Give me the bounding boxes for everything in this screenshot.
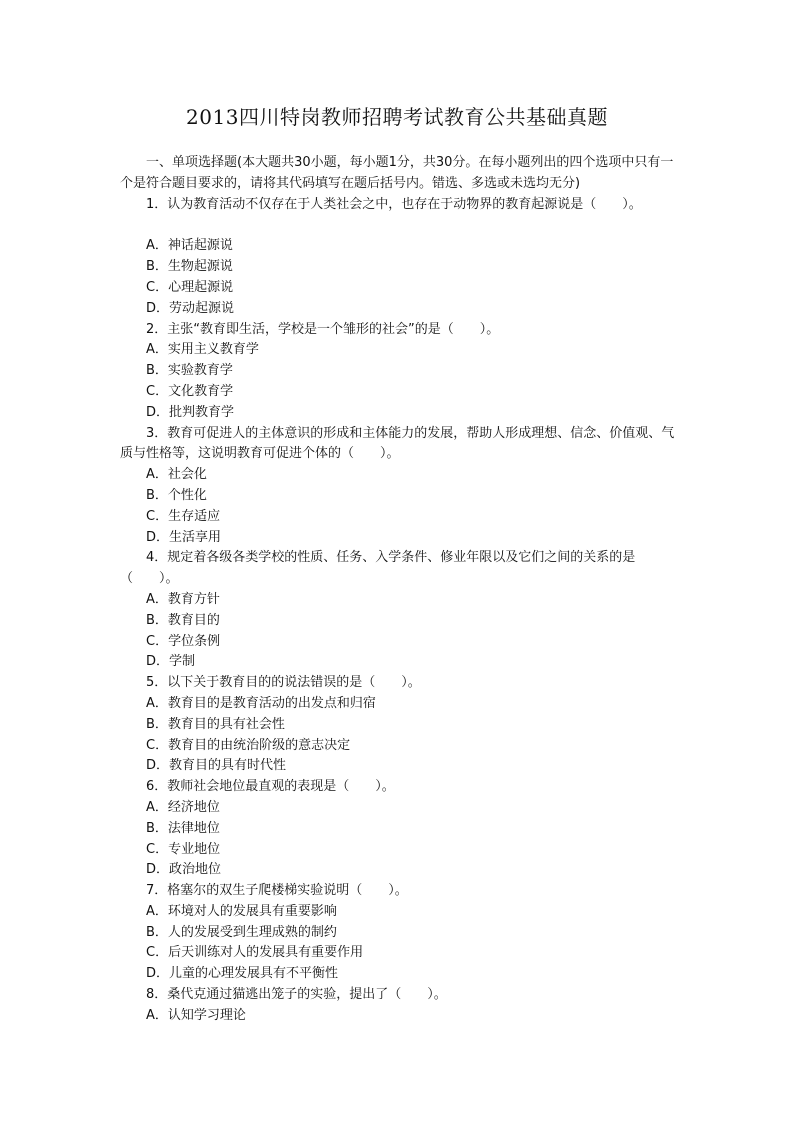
- option-b: B．人的发展受到生理成熟的制约: [146, 924, 337, 940]
- option-b: B．个性化: [146, 487, 207, 503]
- question-stem: 2．主张“教育即生活，学校是一个雏形的社会”的是（ ）。: [146, 321, 500, 337]
- option-a: A．神话起源说: [146, 238, 233, 254]
- option-b: B．教育目的: [146, 612, 220, 628]
- question-stem: 1．认为教育活动不仅存在于人类社会之中，也存在于动物界的教育起源说是（ ）。: [146, 196, 642, 212]
- option-c: C．后天训练对人的发展具有重要作用: [146, 945, 364, 961]
- question-6: [120, 777, 680, 881]
- option-c: C．教育目的由统治阶级的意志决定: [146, 737, 351, 753]
- option-c: C．生存适应: [146, 508, 221, 524]
- option-b: B．教育目的具有社会性: [146, 716, 285, 732]
- option-c: C．学位条例: [146, 633, 221, 649]
- question-5: [120, 673, 680, 777]
- option-d: D．劳动起源说: [146, 300, 235, 316]
- option-a: A．社会化: [146, 467, 207, 483]
- option-d: D．儿童的心理发展具有不平衡性: [146, 966, 339, 982]
- question-stem: 8．桑代克通过猫逃出笼子的实验，提出了（ ）。: [146, 987, 447, 1003]
- option-b: B．实验教育学: [146, 363, 233, 379]
- question-1: [120, 195, 680, 320]
- option-c: C．文化教育学: [146, 383, 234, 399]
- question-stem: 4．规定着各级各类学校的性质、任务、入学条件、修业年限以及它们之间的关系的是（ ）。: [120, 550, 636, 587]
- option-d: D．批判教育学: [146, 404, 235, 420]
- option-d: D．教育目的具有时代性: [146, 758, 287, 774]
- section-intro: 一、单项选择题(本大题共30小题，每小题1分，共30分。在每小题列出的四个选项中只有一个是符合题目要求的，请将其代码填写在题后括号内。错选、多选或未选均无分): [120, 155, 674, 191]
- option-a: A．环境对人的发展具有重要影响: [146, 903, 337, 919]
- option-c: C．心理起源说: [146, 279, 234, 295]
- question-4: [120, 548, 680, 673]
- option-d: D．生活享用: [146, 529, 222, 545]
- option-d: D．政治地位: [146, 862, 222, 878]
- option-a: A．教育方针: [146, 591, 220, 607]
- question-stem: 7．格塞尔的双生子爬楼梯实验说明（ ）。: [146, 883, 408, 899]
- option-a: A．经济地位: [146, 799, 220, 815]
- document-title: 2013四川特岗教师招聘考试教育公共基础真题: [186, 105, 608, 129]
- question-8: [120, 985, 680, 1027]
- option-b: B．法律地位: [146, 820, 220, 836]
- option-a: A．教育目的是教育活动的出发点和归宿: [146, 695, 376, 711]
- option-c: C．专业地位: [146, 841, 221, 857]
- option-a: A．实用主义教育学: [146, 342, 259, 358]
- option-d: D．学制: [146, 654, 196, 670]
- question-2: [120, 320, 680, 424]
- question-3: [120, 424, 680, 549]
- question-stem: 6．教师社会地位最直观的表现是（ ）。: [146, 779, 395, 795]
- option-a: A．认知学习理论: [146, 1007, 246, 1023]
- option-b: B．生物起源说: [146, 259, 233, 275]
- question-stem: 3．教育可促进人的主体意识的形成和主体能力的发展，帮助人形成理想、信念、价值观、气质与性格等，这说明教育可促进个体的（ ）。: [120, 425, 675, 462]
- blank-line: [120, 215, 680, 236]
- document-body: [120, 153, 680, 1027]
- question-7: [120, 881, 680, 985]
- question-stem: 5．以下关于教育目的的说法错误的是（ ）。: [146, 675, 421, 691]
